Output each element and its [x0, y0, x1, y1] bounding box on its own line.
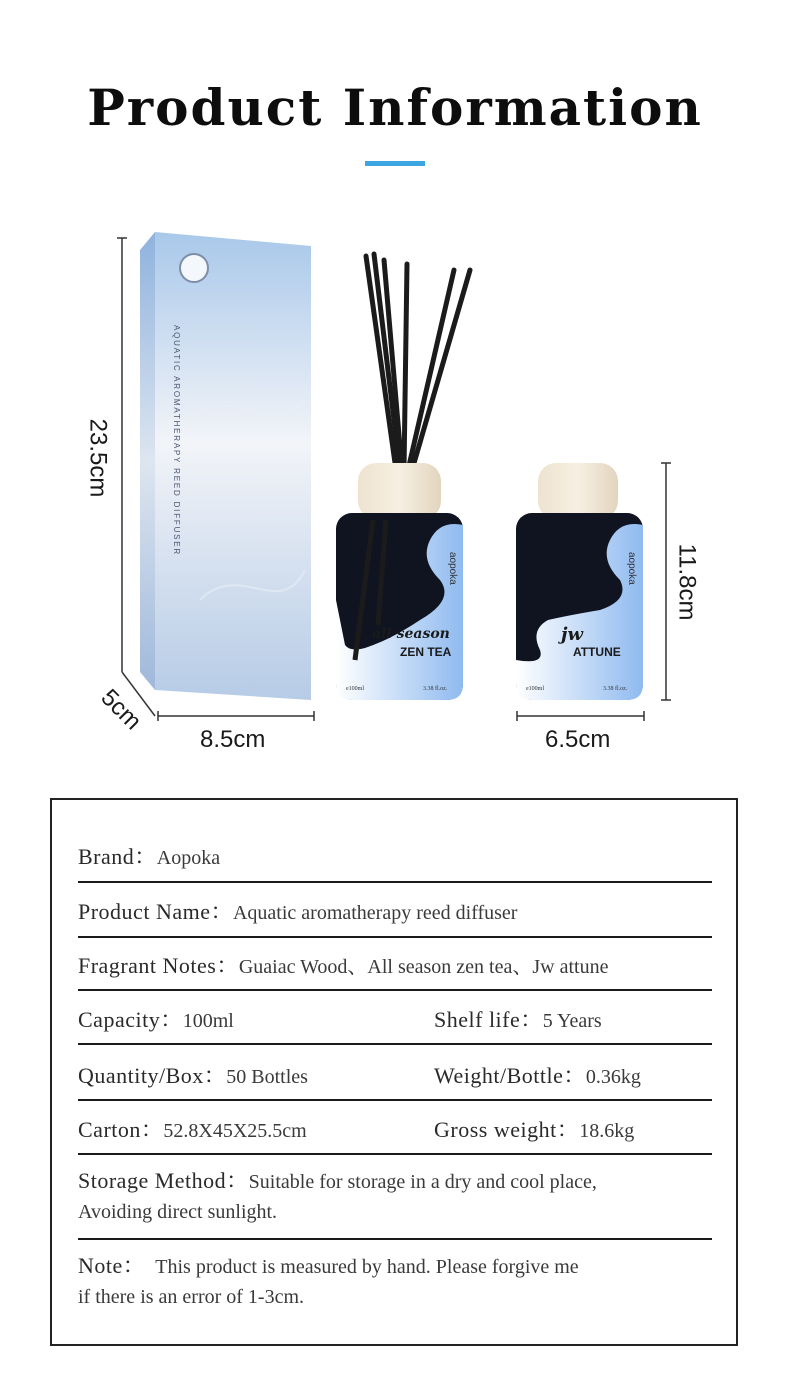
weight-value: 0.36kg [585, 1066, 641, 1088]
bottle-attune [516, 463, 643, 700]
svg-text:ATTUNE: ATTUNE [573, 645, 621, 659]
capacity-cell: Capacity：100ml [78, 1007, 234, 1032]
brand-value: Aopoka [156, 847, 221, 869]
shelf-life-cell: Shelf life：5 Years [434, 1007, 602, 1032]
divider [78, 936, 712, 938]
divider [78, 881, 712, 883]
bottle-height-label: 11.8cm [673, 543, 701, 621]
note: Note： This product is measured by hand. Please forgive me if there is an error of 1-3cm. [78, 1253, 579, 1308]
gross-weight-value: 18.6kg [579, 1120, 635, 1142]
divider [78, 1099, 712, 1101]
bottle-zen-tea [336, 463, 463, 700]
quantity-cell: Quantity/Box：50 Bottles [78, 1063, 308, 1088]
svg-text:all season: all season [372, 626, 450, 642]
svg-text:e100ml: e100ml [526, 686, 544, 692]
box-vertical-text: AQUATIC AROMATHERAPY REED DIFFUSER [172, 325, 181, 557]
fragrant-notes-value: Guaiac Wood、All season zen tea、Jw attune [238, 956, 609, 978]
box-width-label: 8.5cm [200, 726, 266, 753]
divider [78, 1153, 712, 1155]
divider [78, 1238, 712, 1240]
page-title: Product Information [87, 78, 703, 137]
gross-weight-cell: Gross weight：18.6kg [434, 1117, 635, 1142]
reed-sticks [366, 254, 470, 470]
fragrant-notes-row: Fragrant Notes：Guaiac Wood、All season zen tea、Jw attune [78, 953, 609, 978]
quantity-value: 50 Bottles [226, 1066, 308, 1088]
shelf-life-value: 5 Years [542, 1010, 602, 1032]
divider [78, 989, 712, 991]
brand-row: Brand：Aopoka [78, 844, 221, 869]
svg-text:3.38 fl.oz.: 3.38 fl.oz. [603, 686, 628, 692]
product-name-row: Product Name：Aquatic aromatherapy reed diffuser [78, 899, 518, 924]
svg-text:aopoka: aopoka [626, 552, 637, 585]
weight-cell: Weight/Bottle：0.36kg [434, 1063, 641, 1088]
capacity-value: 100ml [182, 1010, 234, 1032]
bottle-width-label: 6.5cm [545, 726, 611, 753]
product-name-value: Aquatic aromatherapy reed diffuser [232, 902, 518, 924]
box-seal [180, 254, 208, 282]
svg-text:aopoka: aopoka [447, 552, 458, 585]
carton-value: 52.8X45X25.5cm [163, 1120, 307, 1142]
divider [78, 1043, 712, 1045]
svg-text:e100ml: e100ml [346, 686, 364, 692]
svg-text:ZEN TEA: ZEN TEA [400, 645, 452, 659]
svg-text:jw: jw [561, 624, 584, 645]
box-depth-label: 5cm [95, 684, 147, 736]
carton-cell: Carton：52.8X45X25.5cm [78, 1117, 307, 1142]
svg-text:3.38 fl.oz.: 3.38 fl.oz. [423, 686, 448, 692]
box-side [140, 232, 155, 690]
box-height-label: 23.5cm [84, 418, 112, 498]
storage-method: Storage Method：Suitable for storage in a dry and cool place, Avoiding direct sunlight. [78, 1168, 597, 1223]
